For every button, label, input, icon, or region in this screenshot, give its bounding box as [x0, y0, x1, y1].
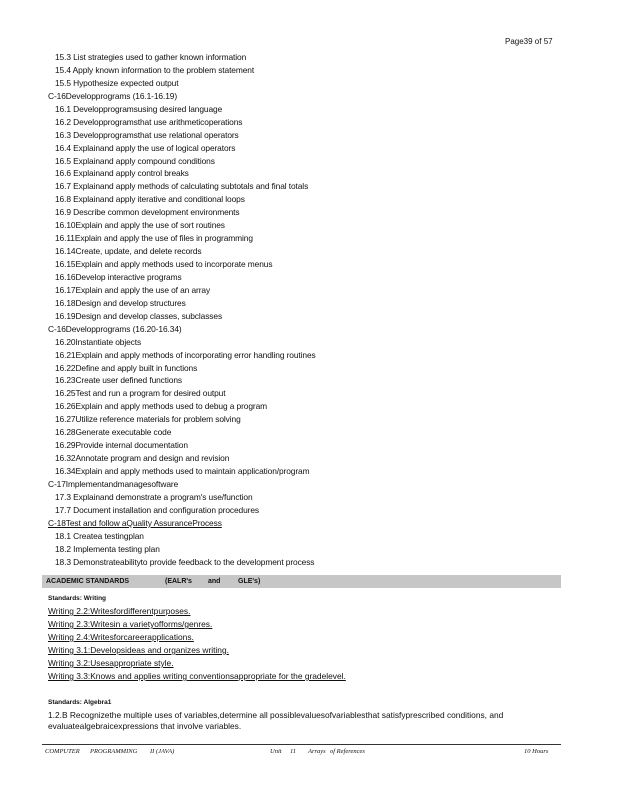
competency-heading [48, 323, 578, 336]
competency-item [48, 310, 578, 323]
competency-item [48, 362, 578, 375]
competency-text: 16.17Explain and apply the use of an array [55, 284, 211, 295]
competency-text: 16.3 Developprogramsthat use relational operators [55, 129, 239, 140]
competency-item [48, 530, 578, 543]
competency-text: 16.32Annotate program and design and revision [55, 453, 230, 464]
competency-text: C-16Developprograms (16.1-16.19) [48, 90, 178, 101]
competency-text: 16.22Define and apply built in functions [55, 362, 198, 373]
band-col-gle: GLE's) [238, 578, 261, 585]
writing-standard-link[interactable]: Writing 2.3:Writesin a varietyofforms/genres. [48, 619, 213, 629]
competency-text: 16.11Explain and apply the use of files in programming [55, 233, 253, 244]
competency-item [48, 491, 578, 504]
academic-standards-label: ACADEMIC STANDARDS [46, 578, 130, 585]
competency-item [48, 387, 578, 400]
competency-item [48, 349, 578, 362]
writing-standard-link[interactable]: Writing 3.3:Knows and applies writing conventionsappropriate for the gradelevel. [48, 671, 346, 681]
footer-topic-arrays: Arrays [308, 748, 326, 755]
competency-item [48, 77, 578, 90]
competency-item [48, 374, 578, 387]
competency-text: C-16Developprograms (16.20-16.34) [48, 323, 182, 334]
competency-text: C-18Test and follow aQuality AssuranceProcess [48, 517, 222, 528]
competency-text: 16.23Create user defined functions [55, 375, 182, 386]
competency-text: 16.25Test and run a program for desired output [55, 388, 226, 399]
competency-text: 16.15Explain and apply methods used to incorporate menus [55, 259, 273, 269]
competency-item [48, 167, 578, 180]
competency-text: 15.5 Hypothesize expected output [55, 77, 179, 88]
footer-program: PROGRAMMING [90, 748, 138, 755]
footer-hours: 10 Hours [524, 748, 549, 755]
competency-text: 17.7 Document installation and configuration procedures [55, 504, 260, 515]
page-footer [42, 748, 561, 760]
competency-text: 16.20Instantiate objects [55, 336, 142, 347]
competency-item [48, 193, 578, 206]
competency-text: 16.28Generate executable code [55, 427, 172, 438]
competency-item [48, 206, 578, 219]
competency-text: 16.26Explain and apply methods used to debug a program [55, 401, 268, 412]
competency-text: 16.7 Explainand apply methods of calculating subtotals and final totals [55, 181, 309, 192]
competency-item [48, 439, 578, 452]
competency-text: 16.27Utilize reference materials for problem solving [55, 414, 241, 425]
competency-text: 18.3 Demonstrateabilityto provide feedback to the development process [55, 556, 315, 567]
algebra-standard-text: 1.2.B Recognizethe multiple uses of variables,determine all possiblevaluesofvariablesthat satisfyprescribed conditions, and evaluatealgebraicexpressions that involve variables. [48, 710, 504, 731]
competency-text: C-17Implementandmanagesoftware [48, 478, 179, 489]
footer-unit-number: 11 [290, 748, 297, 755]
competency-text: 16.34Explain and apply methods used to maintain application/program [55, 466, 310, 476]
competency-item [48, 336, 578, 349]
competency-text: 16.5 Explainand apply compound conditions [55, 155, 215, 166]
writing-standard-link[interactable]: Writing 3.1:Developsideas and organizes writing. [48, 645, 229, 655]
competency-item [48, 543, 578, 556]
competency-item [48, 232, 578, 245]
competency-text: 18.2 Implementa testing plan [55, 543, 160, 554]
competency-item [48, 64, 578, 77]
competency-text: 16.16Develop interactive programs [55, 271, 182, 282]
footer-topic-references: of References [330, 748, 365, 755]
competency-item [48, 180, 578, 193]
competency-item [48, 556, 578, 569]
competency-item [48, 504, 578, 517]
competency-text: 16.18Design and develop structures [55, 297, 186, 308]
competency-item [48, 258, 578, 271]
footer-unit-label: Unit [270, 748, 282, 755]
competency-item [48, 116, 578, 129]
competency-item [48, 103, 578, 116]
competency-item [48, 51, 578, 64]
writing-standards-heading: Standards: Writing [48, 595, 107, 602]
competency-text: 16.4 Explainand apply the use of logical operators [55, 142, 236, 153]
competency-text: 16.29Provide internal documentation [55, 440, 188, 451]
competency-item [48, 155, 578, 168]
competency-text: 16.9 Describe common development environments [55, 207, 240, 218]
competency-text: 16.14Create, update, and delete records [55, 246, 202, 257]
competency-heading [48, 517, 578, 530]
writing-standard-link[interactable]: Writing 2.4:Writesforcareerapplications. [48, 632, 194, 642]
competency-text: 15.4 Apply known information to the problem statement [55, 64, 255, 75]
competency-item [48, 452, 578, 465]
competency-outline [48, 51, 578, 569]
academic-standards-band [42, 575, 561, 588]
competency-text: 16.21Explain and apply methods of incorporating error handling routines [55, 349, 316, 360]
band-col-ealr: (EALR's [165, 578, 192, 585]
competency-item [48, 284, 578, 297]
competency-item [48, 400, 578, 413]
footer-course: COMPUTER [45, 748, 80, 755]
competency-text: 17.3 Explainand demonstrate a program's use/function [55, 491, 253, 502]
competency-text: 16.6 Explainand apply control breaks [55, 168, 189, 179]
writing-standard-link[interactable]: Writing 2.2:Writesfordifferentpurposes. [48, 606, 191, 616]
writing-standard-link[interactable]: Writing 3.2:Usesappropriate style. [48, 658, 174, 668]
competency-item [48, 245, 578, 258]
competency-text: 15.3 List strategies used to gather known information [55, 52, 247, 62]
competency-text: 16.19Design and develop classes, subclasses [55, 310, 223, 321]
competency-item [48, 297, 578, 310]
competency-item [48, 219, 578, 232]
competency-item [48, 271, 578, 284]
competency-item [48, 142, 578, 155]
footer-level: II (JAVA) [150, 748, 175, 755]
competency-item [48, 129, 578, 142]
band-col-and: and [208, 578, 221, 585]
competency-item [48, 426, 578, 439]
competency-text: 18.1 Createa testingplan [55, 530, 144, 541]
algebra-standards-heading: Standards: Algebra1 [48, 699, 112, 706]
writing-standards-list [48, 605, 346, 683]
competency-text: 16.8 Explainand apply iterative and conditional loops [55, 194, 245, 205]
competency-heading [48, 478, 578, 491]
competency-text: 16.2 Developprogramsthat use arithmeticoperations [55, 116, 243, 127]
competency-heading [48, 90, 578, 103]
competency-text: 16.10Explain and apply the use of sort routines [55, 220, 225, 231]
footer-rule [42, 744, 561, 745]
competency-text: 16.1 Developprogramsusing desired language [55, 103, 223, 114]
competency-item [48, 413, 578, 426]
page-number: Page39 of 57 [505, 37, 553, 46]
competency-item [48, 465, 578, 478]
